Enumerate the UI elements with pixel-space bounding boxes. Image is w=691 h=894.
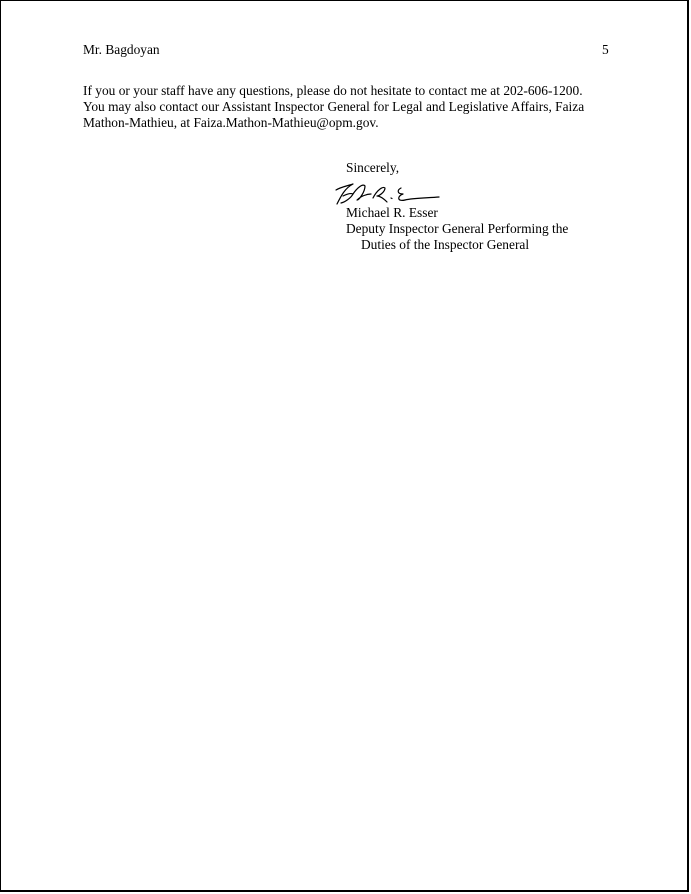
signature-icon: [331, 178, 443, 208]
closing-salutation: Sincerely,: [346, 160, 400, 175]
page-number: 5: [602, 42, 609, 57]
header-recipient: Mr. Bagdoyan: [83, 42, 160, 57]
signatory-title-line-1: Deputy Inspector General Performing the: [346, 221, 569, 236]
signatory-name: Michael R. Esser: [346, 205, 438, 220]
body-line-2: You may also contact our Assistant Inspector General for Legal and Legislative Affairs, Faiza: [83, 99, 585, 114]
signatory-title-line-2: Duties of the Inspector General: [361, 237, 530, 252]
body-line-1: If you or your staff have any questions, please do not hesitate to contact me at 202-606-1200.: [83, 83, 583, 98]
body-line-3: Mathon-Mathieu, at Faiza.Mathon-Mathieu@opm.gov.: [83, 115, 379, 130]
body-paragraph: [83, 83, 643, 131]
